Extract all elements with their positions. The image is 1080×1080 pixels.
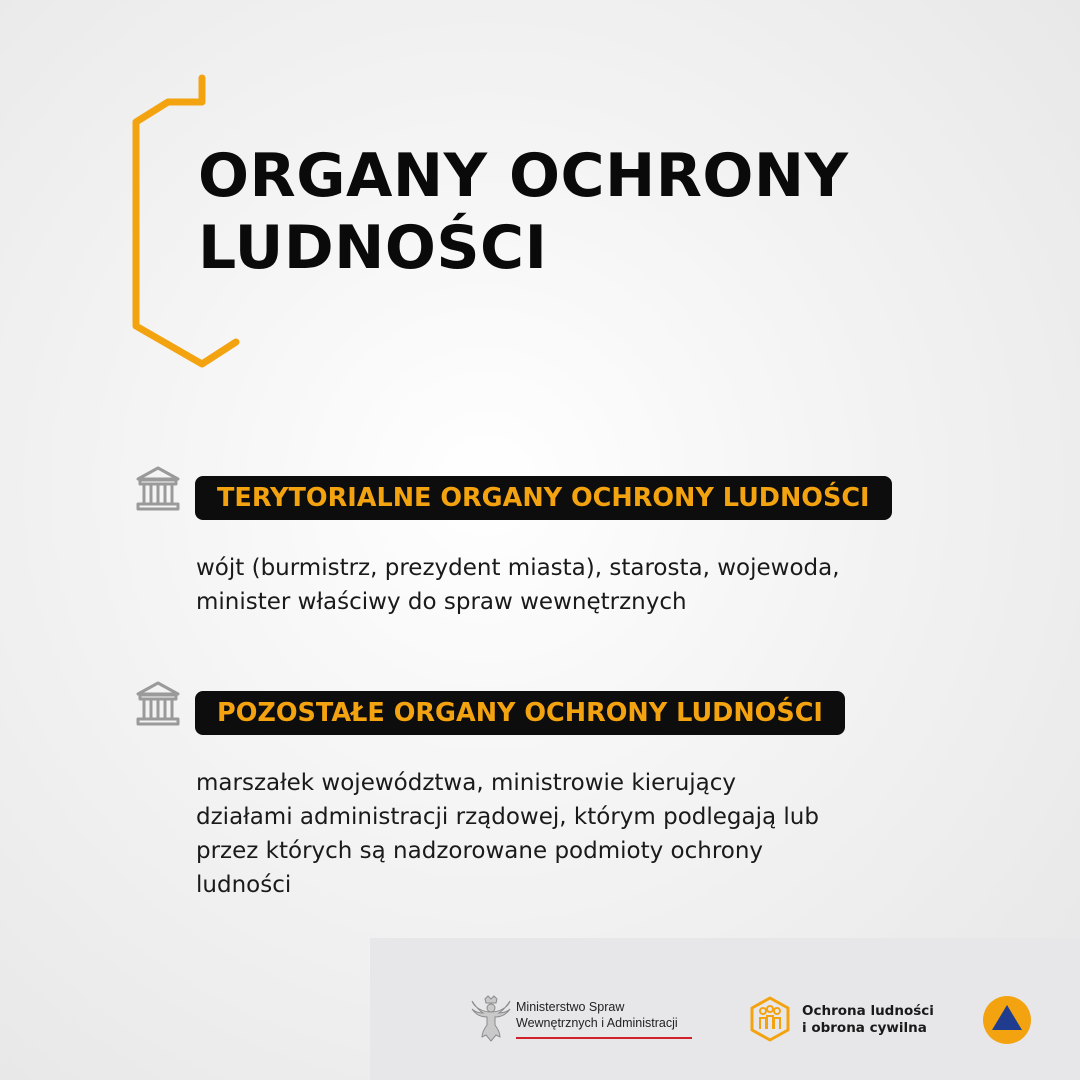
- section-heading: POZOSTAŁE ORGANY OCHRONY LUDNOŚCI: [195, 691, 845, 735]
- ocl-logo: [748, 995, 948, 1045]
- eagle-emblem-icon: [470, 995, 512, 1043]
- civil-defence-triangle-icon: [983, 996, 1031, 1044]
- civil-protection-logo-icon: [748, 995, 792, 1043]
- building-icon: [133, 463, 183, 513]
- section-heading: TERYTORIALNE ORGANY OCHRONY LUDNOŚCI: [195, 476, 892, 520]
- section-text: marszałek województwa, ministrowie kierujący działami administracji rządowej, którym podlegają lub przez których są nadzorowane podmioty ochrony ludności: [196, 770, 819, 898]
- mswia-logo: [470, 995, 700, 1045]
- ocl-name: Ochrona ludności i obrona cywilna: [802, 1003, 934, 1036]
- mswia-red-line: [516, 1037, 692, 1039]
- page-title: ORGANY OCHRONY LUDNOŚCI: [198, 141, 849, 283]
- building-icon: [133, 678, 183, 728]
- mswia-name: Ministerstwo Spraw Wewnętrznych i Administracji: [516, 1000, 678, 1030]
- section-text: wójt (burmistrz, prezydent miasta), starosta, wojewoda, minister właściwy do spraw wewnętrznych: [196, 555, 840, 615]
